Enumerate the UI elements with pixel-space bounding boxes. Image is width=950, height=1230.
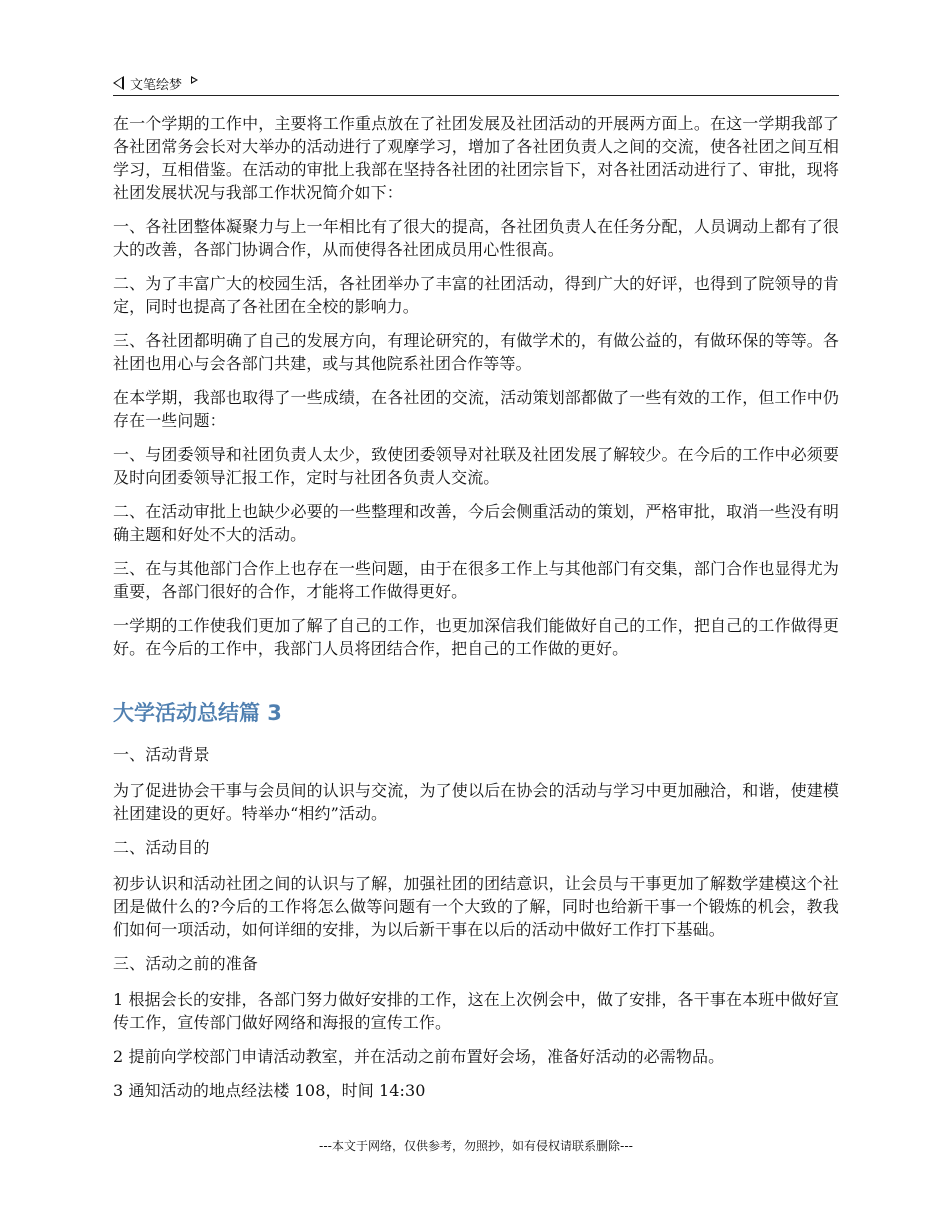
paragraph: 二、在活动审批上也缺少必要的一些整理和改善，今后会侧重活动的策划，严格审批，取消一些没有明确主题和好处不大的活动。 bbox=[113, 502, 839, 544]
section-heading: 大学活动总结篇 3 bbox=[113, 701, 282, 725]
subheading-preparation: 三、活动之前的准备 bbox=[113, 954, 258, 973]
document-page bbox=[113, 0, 839, 1230]
paragraph: 一、各社团整体凝聚力与上一年相比有了很大的提高，各社团负责人在任务分配，人员调动上都有了很大的改善，各部门协调合作，从而使得各社团成员用心性很高。 bbox=[113, 217, 839, 259]
paragraph: 初步认识和活动社团之间的认识与了解，加强社团的团结意识，让会员与干事更加了解数学建模这个社团是做什么的?今后的工作将怎么做等问题有一个大致的了解，同时也给新干事一个锻炼的机会，教我们如何一项活动，如何详细的安排，为以后新干事在以后的活动中做好工作打下基础。 bbox=[113, 874, 839, 939]
paragraph: 二、为了丰富广大的校园生活，各社团举办了丰富的社团活动，得到广大的好评，也得到了院领导的肯定，同时也提高了各社团在全校的影响力。 bbox=[113, 274, 839, 316]
document-body bbox=[113, 112, 839, 1113]
footer-notice: ---本文于网络，仅供参考，勿照抄，如有侵权请联系删除--- bbox=[319, 1139, 633, 1153]
header-divider bbox=[113, 95, 839, 96]
paragraph: 一、与团委领导和社团负责人太少，致使团委领导对社联及社团发展了解较少。在今后的工作中必须要及时向团委领导汇报工作，定时与社团各负责人交流。 bbox=[113, 445, 839, 487]
paragraph: 三、在与其他部门合作上也存在一些问题，由于在很多工作上与其他部门有交集，部门合作也显得尤为重要，各部门很好的合作，才能将工作做得更好。 bbox=[113, 559, 839, 601]
triangle-left-icon bbox=[113, 76, 124, 90]
triangle-right-icon bbox=[191, 76, 198, 84]
paragraph: 1 根据会长的安排，各部门努力做好安排的工作，这在上次例会中，做了安排，各干事在本班中做好宣传工作，宣传部门做好网络和海报的宣传工作。 bbox=[113, 990, 839, 1032]
header-title: 文笔绘梦 bbox=[130, 77, 183, 93]
paragraph: 三、各社团都明确了自己的发展方向，有理论研究的，有做学术的，有做公益的，有做环保的等等。各社团也用心与会各部门共建，或与其他院系社团合作等等。 bbox=[113, 331, 839, 373]
paragraph: 2 提前向学校部门申请活动教室，并在活动之前布置好会场，准备好活动的必需物品。 bbox=[113, 1047, 725, 1066]
page-header bbox=[113, 72, 839, 94]
subheading-background: 一、活动背景 bbox=[113, 745, 210, 764]
paragraph: 在一个学期的工作中，主要将工作重点放在了社团发展及社团活动的开展两方面上。在这一学期我部了各社团常务会长对大举办的活动进行了观摩学习，增加了各社团负责人之间的交流，使各社团之间互相学习，互相借鉴。在活动的审批上我部在坚持各社团的社团宗旨下，对各社团活动进行了、审批，现将社团发展状况与我部工作状况简介如下： bbox=[113, 114, 839, 202]
paragraph: 在本学期，我部也取得了一些成绩，在各社团的交流，活动策划部都做了一些有效的工作，但工作中仍存在一些问题： bbox=[113, 388, 839, 430]
subheading-purpose: 二、活动目的 bbox=[113, 838, 210, 857]
paragraph: 3 通知活动的地点经法楼 108，时间 14:30 bbox=[113, 1081, 426, 1100]
paragraph: 一学期的工作使我们更加了解了自己的工作，也更加深信我们能做好自己的工作，把自己的工作做得更好。在今后的工作中，我部门人员将团结合作，把自己的工作做的更好。 bbox=[113, 616, 839, 658]
paragraph: 为了促进协会干事与会员间的认识与交流，为了使以后在协会的活动与学习中更加融洽，和谐，使建模社团建设的更好。特举办“相约”活动。 bbox=[113, 781, 839, 823]
